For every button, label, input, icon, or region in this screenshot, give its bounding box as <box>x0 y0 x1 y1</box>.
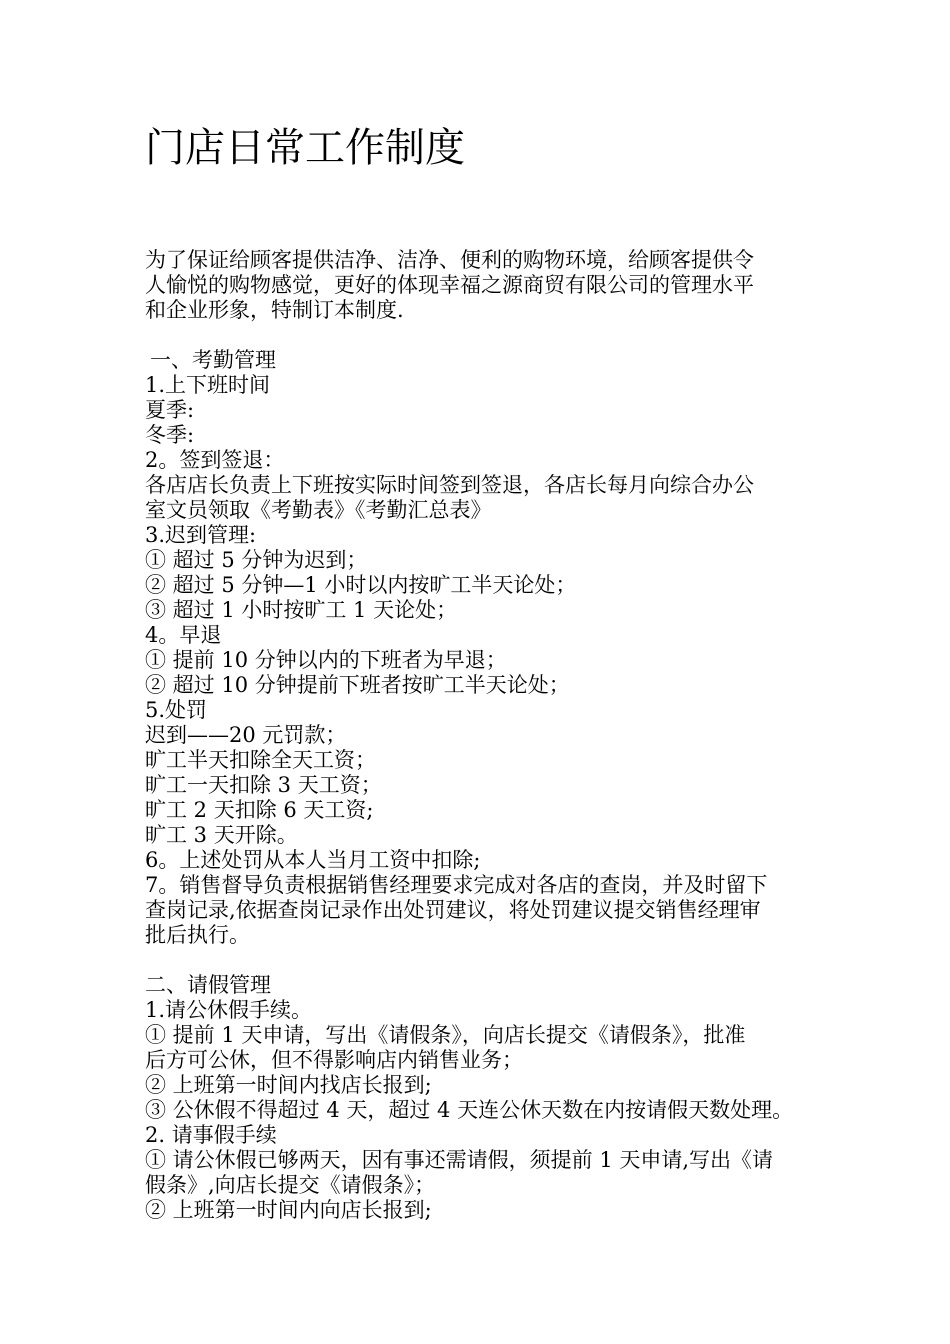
text-line: 旷工 2 天扣除 6 天工资; <box>145 798 374 822</box>
text-line: ② 上班第一时间内向店长报到; <box>145 1198 432 1222</box>
section-heading: 一、考勤管理 <box>150 348 276 372</box>
text-line: 室文员领取《考勤表》《考勤汇总表》 <box>145 498 492 522</box>
text-line: 后方可公休，但不得影响店内销售业务； <box>145 1048 523 1072</box>
text-line: ② 超过 5 分钟—1 小时以内按旷工半天论处； <box>145 573 577 597</box>
intro-line: 和企业形象，特制订本制度. <box>145 298 404 322</box>
intro-paragraph <box>145 248 810 323</box>
text-line: 1.请公休假手续。 <box>145 998 313 1022</box>
text-line: 批后执行。 <box>145 923 250 947</box>
document-body <box>145 248 810 1223</box>
text-line: 7。销售督导负责根据销售经理要求完成对各店的查岗，并及时留下 <box>145 873 768 897</box>
text-line: ③ 公休假不得超过 4 天，超过 4 天连公休天数在内按请假天数处理。 <box>145 1098 794 1122</box>
text-line: 6。上述处罚从本人当月工资中扣除; <box>145 848 481 872</box>
text-line: 查岗记录,依据查岗记录作出处罚建议，将处罚建议提交销售经理审 <box>145 898 761 922</box>
text-line: 4。早退 <box>145 623 222 647</box>
text-line: 3.迟到管理: <box>145 523 257 547</box>
text-line: ③ 超过 1 小时按旷工 1 天论处； <box>145 598 458 622</box>
text-line: ① 超过 5 分钟为迟到； <box>145 548 368 572</box>
section-leave <box>145 973 810 1223</box>
text-line: 2。签到签退： <box>145 448 285 472</box>
document-title: 门店日常工作制度 <box>145 125 465 171</box>
text-line: ① 请公休假已够两天，因有事还需请假，须提前 1 天申请,写出《请 <box>145 1148 774 1172</box>
text-line: ① 提前 1 天申请，写出《请假条》，向店长提交《请假条》，批准 <box>145 1023 746 1047</box>
text-line: 2. 请事假手续 <box>145 1123 277 1147</box>
text-line: 5.处罚 <box>145 698 208 722</box>
text-line: ① 提前 10 分钟以内的下班者为早退； <box>145 648 507 672</box>
text-line: 1.上下班时间 <box>145 373 271 397</box>
text-line: 冬季: <box>145 423 195 447</box>
text-line: 迟到——20 元罚款； <box>145 723 347 747</box>
text-line: ② 超过 10 分钟提前下班者按旷工半天论处； <box>145 673 570 697</box>
text-line: ② 上班第一时间内找店长报到; <box>145 1073 432 1097</box>
section-attendance <box>145 348 810 948</box>
text-line: 夏季: <box>145 398 195 422</box>
text-line: 假条》,向店长提交《请假条》； <box>145 1173 436 1197</box>
section-heading: 二、请假管理 <box>145 973 271 997</box>
intro-line: 人愉悦的购物感觉，更好的体现幸福之源商贸有限公司的管理水平 <box>145 273 754 297</box>
text-line: 各店店长负责上下班按实际时间签到签退，各店长每月向综合办公 <box>145 473 754 497</box>
intro-line: 为了保证给顾客提供洁净、洁净、便利的购物环境，给顾客提供令 <box>145 248 754 272</box>
text-line: 旷工一天扣除 3 天工资； <box>145 773 382 797</box>
text-line: 旷工 3 天开除。 <box>145 823 298 847</box>
text-line: 旷工半天扣除全天工资； <box>145 748 376 772</box>
